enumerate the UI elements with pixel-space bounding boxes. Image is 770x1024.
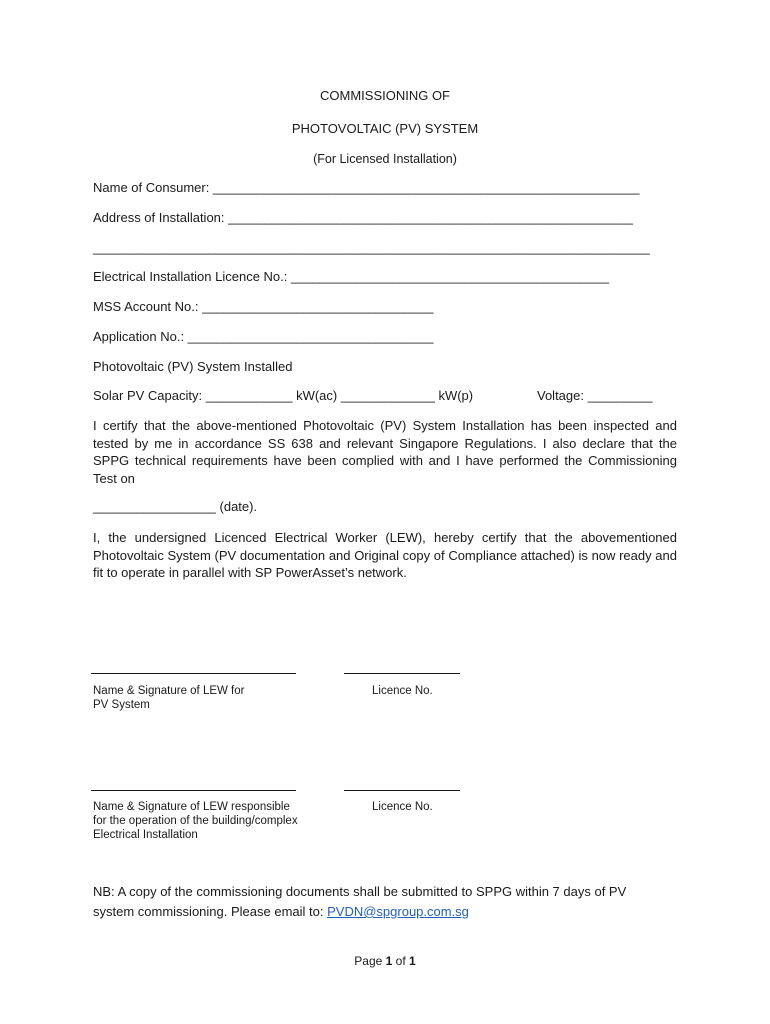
field-licence-no: Electrical Installation Licence No.: ____________________________________________: [93, 269, 610, 284]
signature-line-lew-building: [91, 790, 296, 791]
lew-certification-paragraph: I, the undersigned Licenced Electrical Worker (LEW), hereby certify that the abovementioned Photovoltaic System (PV documentation and Original copy of Compliance attached) is now ready and fit to operate in parallel with SP PowerAsset’s network.: [93, 530, 677, 580]
page-word: Page: [354, 954, 383, 968]
page-footer: [0, 953, 770, 969]
signature-line-lew-pv: [91, 673, 296, 674]
note-line-2: [93, 904, 469, 920]
page-total: 1: [409, 954, 416, 968]
field-voltage: Voltage: _________: [537, 388, 653, 403]
title-line-2: PHOTOVOLTAIC (PV) SYSTEM: [291, 121, 479, 136]
field-address-continued: _____________________________________________________________________________: [93, 240, 650, 255]
of-word: of: [395, 954, 406, 968]
note-line-1: NB: A copy of the commissioning documents shall be submitted to SPPG within 7 days of PV: [93, 884, 627, 899]
title-line-1: COMMISSIONING OF: [320, 88, 450, 103]
signature-lew-building-label-2: for the operation of the building/complex: [93, 815, 298, 827]
licence-line-lew-pv: [344, 673, 460, 674]
note-line-2-text: system commissioning. Please email to:: [93, 904, 324, 919]
page-number: 1: [385, 954, 393, 968]
field-solar-capacity: Solar PV Capacity: ____________ kW(ac) _____________ kW(p): [93, 388, 474, 403]
signature-lew-building-label-3: Electrical Installation: [93, 829, 198, 841]
date-line: _________________ (date).: [93, 499, 258, 514]
pv-installed-label: Photovoltaic (PV) System Installed: [93, 359, 293, 374]
licence-no-label-2: Licence No.: [372, 801, 433, 813]
licence-no-label-1: Licence No.: [372, 685, 433, 697]
licence-line-lew-building: [344, 790, 460, 791]
field-application-no: Application No.: __________________________________: [93, 329, 434, 344]
signature-lew-pv-label-2: PV System: [93, 699, 150, 711]
certify-paragraph: I certify that the above-mentioned Photovoltaic (PV) System Installation has been inspected and tested by me in accordance SS 638 and relevant Singapore Regulations. I also declare that the SPPG technical requirements have been complied with and I have performed the Commissioning Test on: [93, 418, 677, 486]
signature-lew-pv-label-1: Name & Signature of LEW for: [93, 685, 245, 697]
signature-lew-building-label-1: Name & Signature of LEW responsible: [93, 801, 290, 813]
field-consumer-name: Name of Consumer: ___________________________________________________________: [93, 180, 640, 195]
subtitle: (For Licensed Installation): [313, 152, 457, 166]
field-address: Address of Installation: ________________________________________________________: [93, 210, 634, 225]
email-link[interactable]: PVDN@spgroup.com.sg: [327, 904, 469, 919]
field-mss-account: MSS Account No.: ________________________________: [93, 299, 434, 314]
